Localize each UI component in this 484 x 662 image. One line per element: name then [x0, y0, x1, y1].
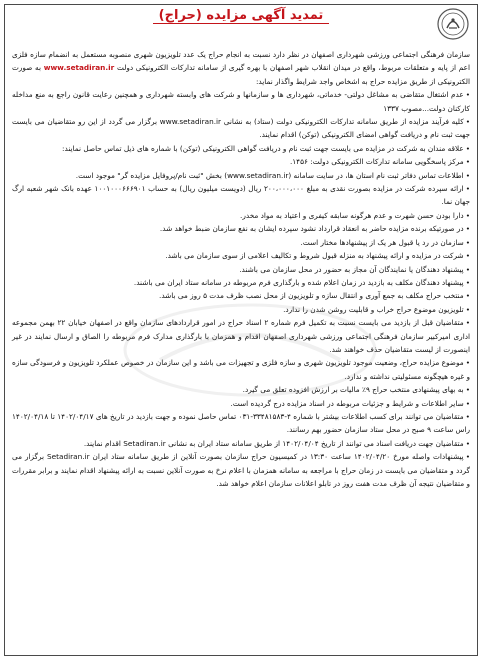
list-item: • منتخب حراج مکلف به جمع آوری و انتقال سازه و تلویزیون از محل نصب ظرف مدت ۵ روز می باشد.	[12, 289, 470, 302]
list-item: • دارا بودن حسن شهرت و عدم هرگونه سابقه کیفری و اعتیاد به مواد مخدر.	[12, 209, 470, 222]
header	[4, 4, 478, 44]
list-item: • موضوع مزایده حراج، وضعیت موجود تلویزیون شهری و سازه فلزی و تجهیزات می باشد و این سازمان در خصوص عملکرد تلویزیون و فرسودگی سازه و غیره هیچگونه مسئولیتی نداشته و ندارد.	[12, 356, 470, 383]
list-item: • مرکز پاسخگویی سامانه تدارکات الکترونیکی دولت: ۱۴۵۶.	[12, 155, 470, 168]
page-title: تمدید آگهی مزایده (حراج)	[4, 8, 478, 28]
list-item: • ارائه سپرده شرکت در مزایده بصورت نقدی به مبلغ ۲۰۰،۰۰۰،۰۰۰ ریال (دویست میلیون ریال) به حساب ۱۰۰۱۰۰۰۶۶۶۹۰۱ عهده بانک شهر شعبه ارگ جهان نما.	[12, 182, 470, 209]
list-item: • سازمان در رد یا قبول هر یک از پیشنهادها مختار است.	[12, 236, 470, 249]
list-item: • علاقه مندان به شرکت در مزایده می بایست جهت ثبت نام و دریافت گواهی الکترونیکی (توکن) با شماره های ذیل تماس حاصل نمایند:	[12, 142, 470, 155]
list-item: • کلیه فرآیند مزایده از طریق سامانه تدارکات الکترونیکی دولت (ستاد) به نشانی www.setadiran.ir برگزار می گردد از این رو متقاضیان می بایست جهت ثبت نام و دریافت گواهی امضای الکترونیکی (توکن) اقدام نمایند.	[12, 115, 470, 142]
list-item: • پیشنهاد دهندگان یا نمایندگان آن مجاز به حضور در محل سازمان می باشند.	[12, 263, 470, 276]
setadiran-link[interactable]: www.setadiran.ir	[43, 63, 115, 73]
list-item: • عدم اشتغال متقاضی به مشاغل دولتی- خدماتی، شهرداری ها و سازمانها و شرکت های وابسته شهرداری و همچنین رعایت قانون راجع به منع مداخله کارکنان دولت...مصوب ۱۳۳۷	[12, 88, 470, 115]
list-item: • متقاضیان می توانند برای کسب اطلاعات بیشتر با شماره ۴-۳۳۴۸۱۵۸۳-۰۳۱ تماس حاصل نموده و جهت بازدید در تاریخ های ۱۴۰۲/۰۴/۱۷ تا ۱۴۰۲/۰۴/۱۸ راس ساعت ۹ صبح در محل ستاد سازمان حضور بهم رسانند.	[12, 410, 470, 437]
list-item: • در صورتیکه برنده مزایده حاضر به انعقاد قرارداد نشود سپرده ایشان به نفع سازمان ضبط خواهد شد.	[12, 222, 470, 235]
ad-body	[12, 48, 470, 652]
intro-paragraph: سازمان فرهنگی اجتماعی ورزشی شهرداری اصفهان در نظر دارد نسبت به انجام حراج یک عدد تلویزیون شهری منصوبه مستعمل به انضمام سازه فلزی اعم از پایه و متعلقات مربوط، واقع در میدان انقلاب شهر اصفهان با بهره گیری از سامانه تدارکات الکترونیکی دولت www.setadiran.ir به صورت الکترونیکی از طریق مزایده حراج به اشخاص واجد شرایط واگذار نماید:	[12, 50, 471, 86]
list-item: • تلویزیون موضوع حراج خراب و قابلیت روشن شدن را ندارد.	[12, 303, 470, 316]
list-item: • به بهای پیشنهادی منتخب حراج ۹٪ مالیات بر ارزش افزوده تعلق می گیرد.	[12, 383, 470, 396]
list-item: • شرکت در مزایده و ارائه پیشنهاد به منزله قبول شروط و تکالیف اعلامی از سوی سازمان می باشد.	[12, 249, 470, 262]
list-item: • پیشنهاد دهندگان مکلف به بازدید در زمان اعلام شده و بارگذاری فرم مربوطه در سامانه ستاد ایران می باشند.	[12, 276, 470, 289]
list-item: • اطلاعات تماس دفاتر ثبت نام استان ها، در سایت سامانه (www.setadiran.ir) بخش "ثبت نام/پروفایل مزایده گر" موجود است.	[12, 169, 470, 182]
list-item: • سایر اطلاعات و شرایط و جزئیات مربوطه در اسناد مزایده درج گردیده است.	[12, 397, 470, 410]
list-item: • متقاضیان جهت دریافت اسناد می توانند از تاریخ ۱۴۰۲/۰۴/۰۴ از طریق سامانه ستاد ایران به نشانی Setadiran.ir اقدام نمایند.	[12, 437, 470, 450]
list-item: • متقاضیان قبل از بازدید می بایست نسبت به تکمیل فرم شماره ۲ اسناد حراج در امور قراردادهای سازمان واقع در اصفهان خیابان ۲۲ بهمن مجموعه اداری امیرکبیر سازمان فرهنگی اجتماعی ورزشی شهرداری اصفهان اقدام و همزمان با بارگذاری مدارک فرم مربوطه را الصاق و ارسال نمایند در غیر اینصورت از لیست متقاضیان حذف خواهند شد.	[12, 316, 470, 356]
list-item: • پیشنهادات واصله مورخ ۱۴۰۲/۰۴/۲۰ ساعت ۱۳:۳۰ در کمیسیون حراج سازمان بصورت آنلاین از طریق سامانه ستاد ایران Setadiran.ir برگزار می گردد و متقاضیان می بایست در زمان حراج با مراجعه به سامانه همزمان با اعلام نرخ به صورت آنلاین نسبت به ارائه پیشنهاد اقدام نمایند و برابر مقررات و متقاضیان نتیجه آن ظرف مدت هفت روز در تابلو اعلانات سازمان اعلام خواهد شد.	[12, 450, 470, 490]
